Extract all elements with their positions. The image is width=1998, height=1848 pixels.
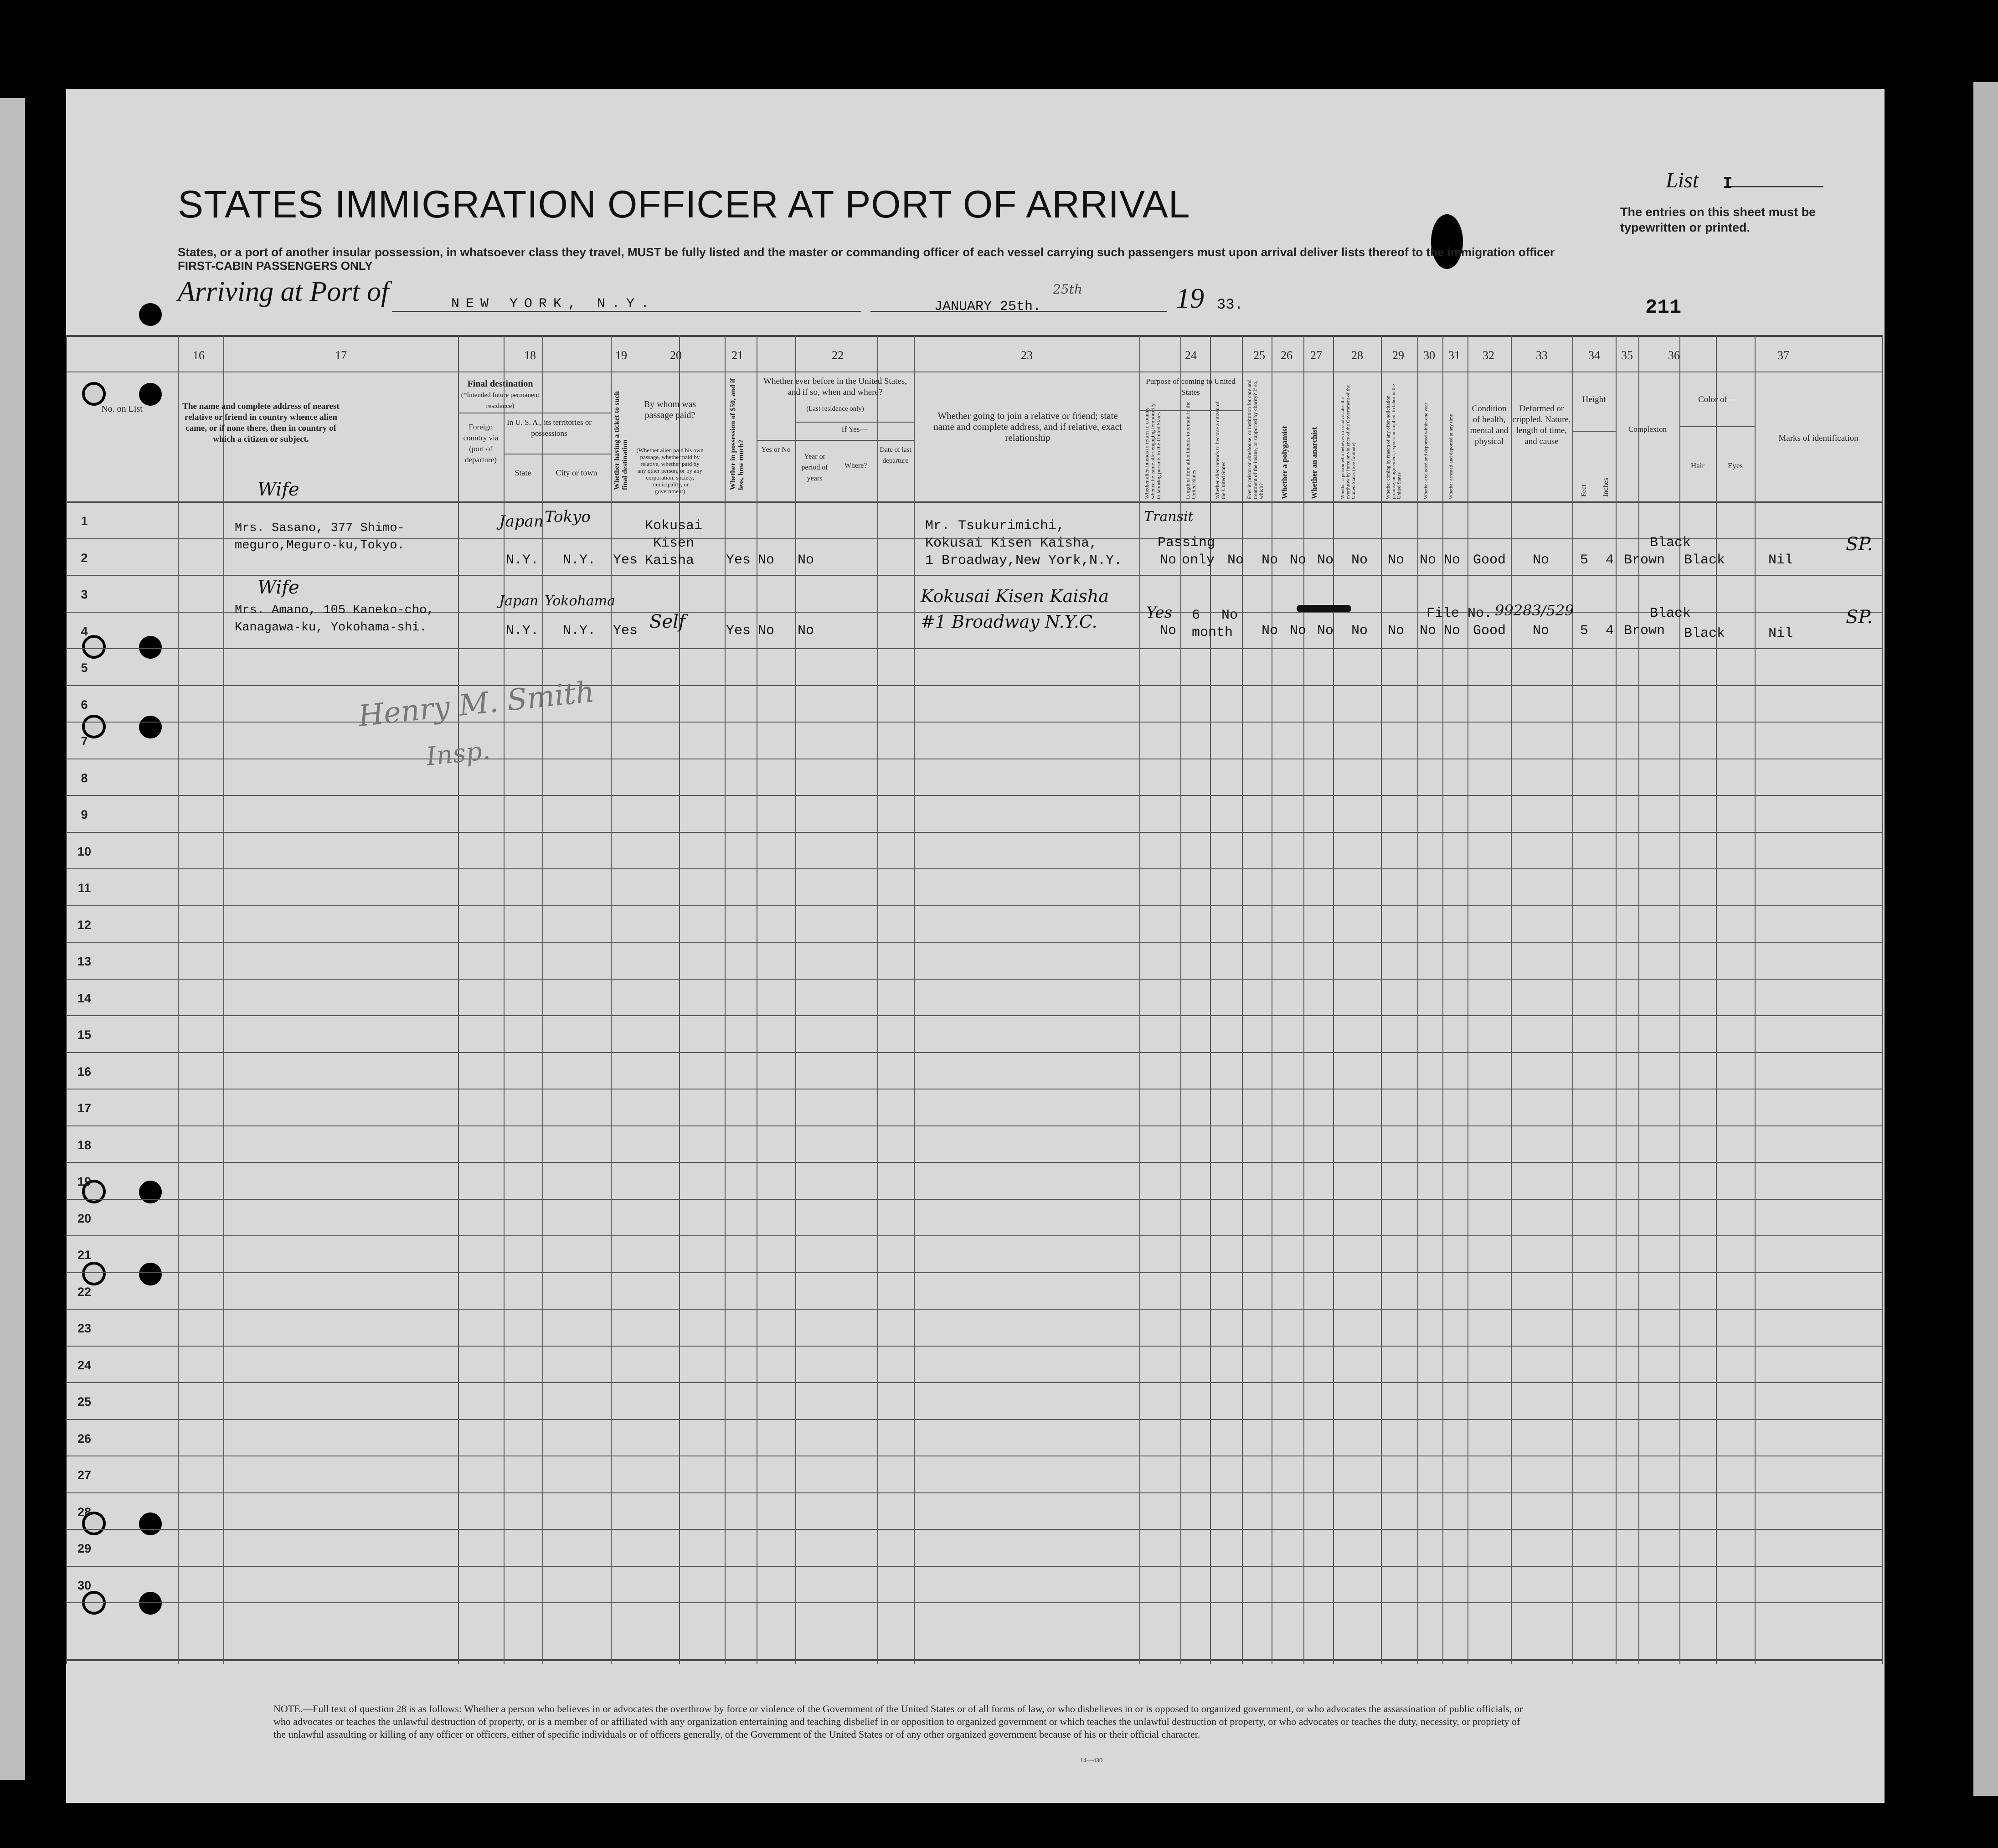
entry1-ticket: Yes xyxy=(613,552,638,568)
row-rule xyxy=(66,1566,1882,1567)
form-code: 14—430 xyxy=(1080,1757,1102,1764)
row-rule xyxy=(66,1235,1882,1236)
col-number: 30 xyxy=(1423,349,1435,362)
col-number: 31 xyxy=(1448,349,1460,362)
col-number: 22 xyxy=(832,349,844,362)
entry1-deformed: No xyxy=(1533,552,1550,568)
list-value: I xyxy=(1723,174,1733,193)
header-complexion: Complexion xyxy=(1628,425,1667,434)
entry2-hair: Black xyxy=(1650,606,1691,621)
row-rule xyxy=(66,575,1882,576)
col-number: 21 xyxy=(731,349,743,362)
col-number: 32 xyxy=(1483,349,1494,362)
col-rule xyxy=(1716,335,1717,1664)
row-number: 12 xyxy=(77,918,92,932)
header-feet: Feet xyxy=(1580,484,1588,497)
row-rule xyxy=(66,795,1882,796)
row-number: 7 xyxy=(81,734,88,748)
entry1-length: only xyxy=(1182,552,1215,568)
entry1-passage: Kokusai Kisen Kaisha xyxy=(645,518,703,568)
header-relative xyxy=(182,401,340,445)
header-labor-offer: Whether coming by reason of any offer, solicitation, promise, or agreement, express or implied, to labor in the United States xyxy=(1385,384,1402,499)
row-rule xyxy=(66,868,1882,869)
adjacent-page-strip-right xyxy=(1973,82,1998,1796)
entry2-relative-address: Mrs. Amano, 105 Kaneko-cho, Kanagawa-ku, Yokohama-shi. xyxy=(235,604,434,635)
header-fifty-dollars: Whether in possession of $50, and if less, how much? xyxy=(729,378,745,490)
entry1-hair: Black xyxy=(1650,535,1691,551)
subheader-rule xyxy=(1572,431,1616,432)
entry2-ticket: Yes xyxy=(613,623,638,639)
col-number: 36 xyxy=(1668,349,1680,362)
header-passage-paid-note: (Whether alien paid his own passage, whether paid by relative, whether paid by any other person, or by any corporation, society, municipality, or government) xyxy=(636,447,704,495)
col-rule xyxy=(1638,335,1639,1664)
header-last-residence: (Last residence only) xyxy=(806,405,864,413)
entry1-anarchist: No xyxy=(1317,552,1334,568)
header-ever-before: Whether ever before in the United States, and if so, when and where? xyxy=(763,377,907,397)
row-rule xyxy=(66,1529,1882,1530)
entry1-health: Good xyxy=(1473,552,1506,568)
entry2-years: No xyxy=(798,623,814,639)
entry2-excluded: No xyxy=(1420,623,1437,639)
row-number: 30 xyxy=(77,1578,92,1592)
row-number: 10 xyxy=(77,844,92,858)
row-rule xyxy=(66,1602,1882,1603)
subheader-rule xyxy=(1139,410,1242,411)
col-rule xyxy=(1882,335,1883,1664)
entry2-prison: No xyxy=(1262,623,1278,639)
header-city: City or town xyxy=(556,468,597,477)
col-rule xyxy=(1333,335,1334,1664)
entry2-fifty: Yes xyxy=(726,623,751,639)
header-become-citizen: Whether alien intends to become a citizen of the United States xyxy=(1214,401,1226,499)
row-rule xyxy=(66,1272,1882,1273)
col-number: 19 xyxy=(615,349,627,362)
header-overthrow: Whether a person who believes in or advocates the overthrow by force or violence of the Government of the United States (See footnote) xyxy=(1340,385,1356,499)
entry2-state: N.Y. xyxy=(506,623,539,639)
subheader-rule xyxy=(795,422,914,423)
row-number: 11 xyxy=(77,881,91,895)
struck-out-mark xyxy=(1297,605,1351,612)
entry1-feet: 5 xyxy=(1580,552,1589,568)
row-number: 25 xyxy=(77,1395,92,1409)
col-number: 26 xyxy=(1281,349,1293,362)
col-rule xyxy=(1242,335,1243,1664)
row-rule xyxy=(66,905,1882,906)
arrival-date: JANUARY 25th. xyxy=(934,299,1041,315)
col-rule xyxy=(542,335,543,1664)
col-number: 20 xyxy=(670,349,682,362)
col-number: 28 xyxy=(1351,349,1363,362)
list-label: List xyxy=(1666,168,1699,192)
row-number: 27 xyxy=(77,1468,92,1482)
entry2-deported: No xyxy=(1444,623,1461,639)
row-number: 23 xyxy=(77,1321,92,1335)
entry2-complexion: Brown xyxy=(1624,623,1665,639)
row-number: 8 xyxy=(81,771,88,785)
inspector-title: Insp. xyxy=(424,735,492,772)
header-health: Condition of health, mental and physical xyxy=(1470,404,1509,446)
form-instructions: States, or a port of another insular possession, in whatsoever class they travel, MUST be fully listed and the master or commanding officer of each vessel carrying such passengers must upon arrival deliver lists thereof to the immigration officer xyxy=(178,245,1555,259)
header-marks: Marks of identification xyxy=(1778,434,1859,443)
row-number: 5 xyxy=(81,661,88,675)
header-foreign-country: Foreign country via (port of departure) xyxy=(463,423,499,464)
header-prison: Ever in prison or almshouse, or institution for care and treatment of the insane, or supported by charity? If so, which? xyxy=(1246,379,1264,499)
header-relative-text: The name and complete address of nearest relative or friend in country whence alien came, or if none there, then in country of which a citizen or subject. xyxy=(182,402,340,444)
entry2-inches: 4 xyxy=(1606,623,1614,639)
row-number: 21 xyxy=(77,1248,92,1262)
header-final-destination: Final destination xyxy=(467,379,533,389)
entry2-anarchist: No xyxy=(1317,623,1334,639)
entry1-eyes: Black xyxy=(1684,552,1725,568)
col-rule xyxy=(1381,335,1382,1664)
header-height: Height xyxy=(1582,395,1606,404)
header-no-on-list: No. on List xyxy=(101,404,143,414)
header-purpose: Purpose of coming to United States xyxy=(1146,377,1236,397)
col-number: 16 xyxy=(193,349,205,362)
header-inches: Inches xyxy=(1602,478,1610,497)
table-header-rule xyxy=(66,501,1882,503)
entry2-deformed: No xyxy=(1533,623,1550,639)
entry2-eyes: Black xyxy=(1684,626,1725,641)
row-rule xyxy=(66,1382,1882,1383)
col-rule xyxy=(1417,335,1418,1664)
col-number: 35 xyxy=(1621,349,1633,362)
entry1-intend-return: No xyxy=(1160,552,1177,568)
col-rule xyxy=(914,335,915,1664)
col-number: 33 xyxy=(1536,349,1548,362)
row-rule xyxy=(66,1492,1882,1493)
row-rule xyxy=(66,942,1882,943)
entry2-polygamist: No xyxy=(1290,623,1307,639)
typewritten-notice: The entries on this sheet must be typewritten or printed. xyxy=(1620,205,1816,234)
row-number: 2 xyxy=(81,551,88,565)
entry2-city-handwritten: Yokohama xyxy=(545,593,616,609)
row-number: 6 xyxy=(81,697,88,712)
col-number: 18 xyxy=(524,349,536,362)
entry2-citizen: No xyxy=(1221,608,1238,623)
col-rule xyxy=(1755,335,1756,1664)
row-rule xyxy=(66,648,1882,649)
ink-blot xyxy=(1431,214,1463,269)
list-underline xyxy=(1727,186,1823,187)
row-number: 14 xyxy=(77,991,92,1005)
row-rule xyxy=(66,1346,1882,1347)
form-cabin-class: FIRST-CABIN PASSENGERS ONLY xyxy=(178,259,373,273)
entry1-years: No xyxy=(798,552,814,568)
col-rule xyxy=(1511,335,1512,1664)
footnote: NOTE.—Full text of question 28 is as follows: Whether a person who believes in or advocates the overthrow by force or violence of the Government of the United States or of all forms of law, or who disbelieves in or is opposed to organized government, or who advocates the assassination of public officials, or who advocates or teaches the unlawful destruction of property, or is a member of or affiliated with any organization entertaining and teaching disbelief in or opposition to organized government or which teaches the unlawful destruction of property, or who advocates or teaches the duty, necessity, or propriety of the unlawful assaulting or killing of any officer or officers, either of specific individuals or of officers generally, of the Government of the United States or of any other organized government because of his or their official character. xyxy=(273,1703,1523,1740)
col-rule xyxy=(611,335,612,1664)
header-year: Year or period of years xyxy=(801,453,828,482)
row-number: 3 xyxy=(81,588,88,601)
header-passage-paid: By whom was passage paid? xyxy=(644,399,696,420)
entry1-labor: No xyxy=(1388,552,1405,568)
row-number: 19 xyxy=(77,1175,92,1188)
entry2-labor: No xyxy=(1388,623,1405,639)
header-hair: Hair xyxy=(1690,461,1705,470)
header-going-to-join: Whether going to join a relative or friend; state name and complete address, and if relative, exact relationship xyxy=(933,410,1122,443)
row-rule xyxy=(66,1309,1882,1310)
entry2-intend-return: No xyxy=(1160,623,1177,639)
entry1-inches: 4 xyxy=(1606,552,1614,568)
row-number: 13 xyxy=(77,955,92,968)
year-prefix: 19 xyxy=(1176,283,1204,314)
table-top-rule xyxy=(66,335,1882,337)
header-eyes: Eyes xyxy=(1727,461,1743,470)
entry2-length: 6 month xyxy=(1192,608,1233,640)
header-in-usa: In U. S. A., its territories or possessions xyxy=(506,418,592,438)
form-title: STATES IMMIGRATION OFFICER AT PORT OF ARRIVAL xyxy=(178,183,1190,226)
entry2-before: No xyxy=(758,623,775,639)
col-number: 27 xyxy=(1310,349,1322,362)
subheader-rule xyxy=(1679,426,1755,427)
row-rule xyxy=(66,1015,1882,1016)
col-rule xyxy=(877,335,878,1664)
row-rule xyxy=(66,685,1882,686)
entry1-purpose-handwritten: Transit xyxy=(1144,509,1194,525)
col-rule xyxy=(1442,335,1443,1664)
row-number: 16 xyxy=(77,1064,92,1079)
entry2-passage: Self xyxy=(649,611,685,632)
entry1-margin-mark: SP. xyxy=(1846,534,1873,555)
header-final-destination-note: (*Intended future permanent residence) xyxy=(461,392,540,410)
header-intend-return: Whether alien intends to return to country whence he came after engaging temporarily in laboring pursuits in the United States xyxy=(1143,403,1162,499)
entry2-join: Kokusai Kisen Kaisha #1 Broadway N.Y.C. xyxy=(921,586,1109,632)
col-number: 23 xyxy=(1021,349,1033,362)
row-rule xyxy=(66,1052,1882,1053)
header-yes-no: Yes or No xyxy=(761,446,791,454)
row-number: 17 xyxy=(77,1101,92,1115)
header-where: Where? xyxy=(844,462,867,470)
col-rule xyxy=(1139,335,1140,1664)
row-number: 20 xyxy=(77,1211,92,1225)
entry1-purpose: Passing xyxy=(1158,535,1215,551)
entry1-citizen: No xyxy=(1227,552,1244,568)
entry2-file-number: 99283/529 xyxy=(1495,602,1574,619)
entry1-before: No xyxy=(758,552,775,568)
row-number: 24 xyxy=(77,1358,92,1372)
entry1-foreign-country: Japan xyxy=(499,512,544,531)
year-suffix: 33. xyxy=(1217,296,1243,313)
punch-hole xyxy=(139,303,162,326)
row-number: 18 xyxy=(77,1138,92,1152)
entry1-state: N.Y. xyxy=(506,552,539,568)
page-number: 211 xyxy=(1645,296,1682,319)
arrival-date-handwritten: 25th xyxy=(1053,282,1082,297)
entry2-purpose: Yes xyxy=(1146,604,1173,622)
row-number: 4 xyxy=(81,624,88,638)
col-rule xyxy=(795,335,796,1664)
entry1-relative-address: Mrs. Sasano, 377 Shimo- meguro,Meguro-ku,Tokyo. xyxy=(235,521,405,552)
col-number: 34 xyxy=(1588,349,1600,362)
header-excluded: Whether excluded and deported within one year xyxy=(1423,403,1429,499)
adjacent-page-strip xyxy=(0,98,25,1780)
row-rule xyxy=(66,1199,1882,1200)
entry1-polygamist: No xyxy=(1290,552,1307,568)
entry1-excluded: No xyxy=(1420,552,1437,568)
row-rule xyxy=(66,722,1882,723)
col-rule xyxy=(178,335,179,1664)
entry1-marks: Nil xyxy=(1768,552,1793,568)
table-bottom-rule xyxy=(66,1659,1882,1661)
header-deformed: Deformed or crippled. Nature, length of time, and cause xyxy=(1512,404,1571,446)
header-deported: Whether arrested and deported at any time xyxy=(1448,414,1454,499)
row-number: 9 xyxy=(81,808,88,821)
col-rule xyxy=(223,335,224,1664)
inspector-signature: Henry M. Smith xyxy=(356,675,596,733)
header-polygamist: Whether a polygamist xyxy=(1280,426,1289,499)
row-number: 28 xyxy=(77,1505,92,1519)
manifest-table xyxy=(66,335,1882,1664)
entry2-foreign-country: Japan xyxy=(499,593,539,609)
row-number: 22 xyxy=(77,1285,92,1299)
row-rule xyxy=(66,979,1882,980)
entry1-complexion: Brown xyxy=(1624,552,1665,568)
row-number: 26 xyxy=(77,1431,92,1445)
col-number: 17 xyxy=(335,349,347,362)
entry1-deported: No xyxy=(1444,552,1461,568)
header-color-of: Color of— xyxy=(1698,395,1736,404)
col-rule xyxy=(504,335,505,1664)
entry1-overthrow: No xyxy=(1351,552,1368,568)
entry1-city-handwritten: Tokyo xyxy=(545,508,591,526)
entry2-relation: Wife xyxy=(257,577,299,598)
entry2-marks: Nil xyxy=(1768,626,1793,641)
col-rule xyxy=(458,335,459,1664)
row-rule xyxy=(66,1162,1882,1163)
header-length-of-stay: Length of time alien intends to remain in the United States xyxy=(1184,402,1197,499)
col-rule xyxy=(1303,335,1304,1664)
header-if-yes: If Yes— xyxy=(841,425,868,434)
entry2-overthrow: No xyxy=(1351,623,1368,639)
entry2-margin-mark: SP. xyxy=(1846,607,1873,628)
row-number: 1 xyxy=(81,514,88,528)
arriving-label: Arriving at Port of xyxy=(178,276,389,307)
row-number: 29 xyxy=(77,1542,92,1555)
row-rule xyxy=(66,832,1882,833)
col-rule xyxy=(1616,335,1617,1664)
header-anarchist: Whether an anarchist xyxy=(1310,427,1318,499)
entry2-city: N.Y. xyxy=(563,623,596,639)
entry1-fifty: Yes xyxy=(726,552,751,568)
row-rule xyxy=(66,1419,1882,1420)
entry1-prison: No xyxy=(1262,552,1278,568)
entry2-health: Good xyxy=(1473,623,1506,639)
entry1-join: Mr. Tsukurimichi, Kokusai Kisen Kaisha, 1 Broadway,New York,N.Y. xyxy=(925,518,1123,568)
header-date-departure: Date of last departure xyxy=(880,446,911,465)
header-ticket: Whether having a ticket to such final destination xyxy=(613,391,629,490)
entry2-feet: 5 xyxy=(1580,623,1589,639)
punch-hole xyxy=(1185,21,1217,57)
col-number: 24 xyxy=(1185,349,1197,362)
entry1-city: N.Y. xyxy=(563,552,596,568)
col-number: 25 xyxy=(1253,349,1265,362)
entry1-relation: Wife xyxy=(257,479,299,500)
row-number: 15 xyxy=(77,1028,92,1042)
entry2-file-label: File No. xyxy=(1426,606,1493,621)
row-rule xyxy=(66,1125,1882,1126)
port-of-arrival: NEW YORK, N.Y. xyxy=(451,296,656,312)
col-number: 37 xyxy=(1777,349,1789,362)
header-state: State xyxy=(515,468,531,477)
subheader-rule xyxy=(757,440,914,441)
col-rule xyxy=(1572,335,1573,1664)
col-rule xyxy=(725,335,726,1664)
punch-hole xyxy=(1044,30,1076,66)
col-number: 29 xyxy=(1392,349,1404,362)
